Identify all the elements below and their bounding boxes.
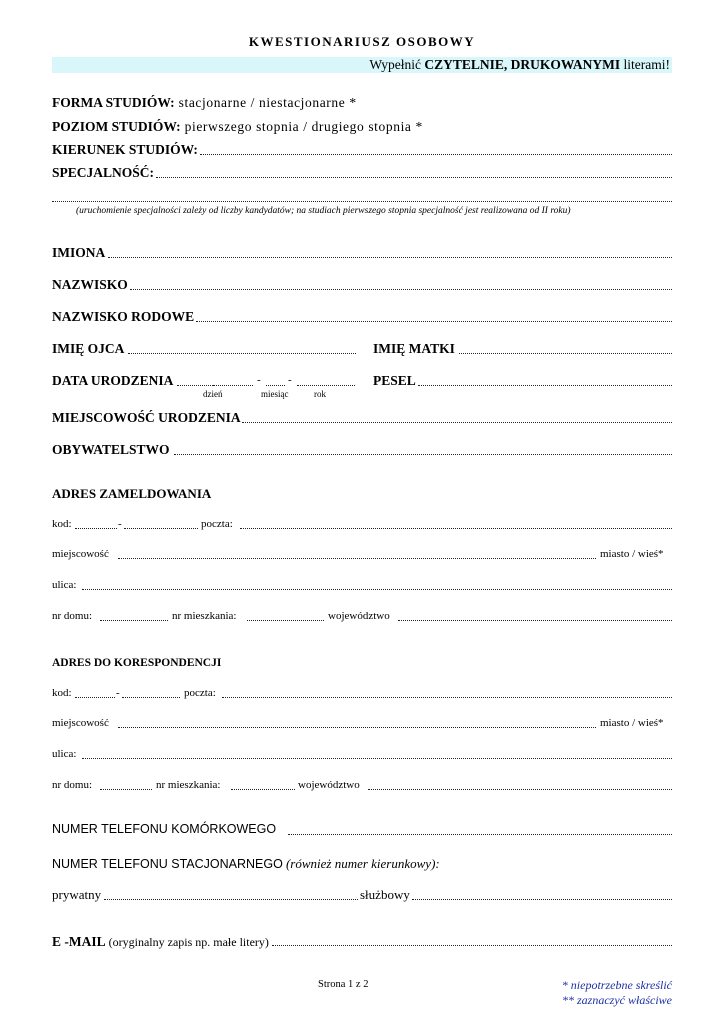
obywatelstwo-label: OBYWATELSTWO [52,442,170,457]
work-field[interactable] [412,899,672,900]
miejscowosc-urodzenia-label: MIEJSCOWOŚĆ URODZENIA [52,410,241,425]
kierunek-field[interactable] [200,154,672,155]
rok-hint: rok [314,389,326,399]
kor-kod-field-2[interactable] [122,697,180,698]
obywatelstwo-field[interactable] [174,454,672,455]
email-field[interactable] [272,945,672,946]
footnote-2: ** zaznaczyć właściwe [562,993,672,1007]
form-title: KWESTIONARIUSZ OSOBOWY [248,34,476,49]
specjalnosc-field-2[interactable] [52,201,672,202]
specjalnosc-field[interactable] [156,177,672,178]
mobile-field[interactable] [288,834,672,835]
kor-nr-domu-label: nr domu: [52,779,93,791]
rok-field[interactable] [297,385,355,386]
kor-kod-field-1[interactable] [75,697,115,698]
kierunek-label: KIERUNEK STUDIÓW: [52,142,198,157]
kor-miejscowosc-field[interactable] [118,727,596,728]
nr-domu-label: nr domu: [52,610,93,622]
adres-korespondencji-heading: ADRES DO KORESPONDENCJI [52,657,222,669]
poczta-field[interactable] [240,528,672,529]
kor-miasto-wies-option[interactable]: miasto / wieś* [600,717,664,729]
kor-wojewodztwo-label: województwo [298,779,360,791]
wojewodztwo-label: województwo [328,610,390,622]
instruction-prefix: Wypełnić [369,57,425,72]
poziom-studiow [52,119,423,135]
nr-mieszkania-field[interactable] [247,620,324,621]
nazwisko-rodowe-label: NAZWISKO RODOWE [52,309,195,324]
instruction-suffix: literami! [620,57,670,72]
landline-label: NUMER TELEFONU STACJONARNEGO [52,857,283,871]
date-sep-2: - [288,374,292,386]
kor-wojewodztwo-field[interactable] [368,789,672,790]
poziom-label: POZIOM STUDIÓW: [52,119,181,134]
email-label: E -MAIL [52,934,106,949]
ulica-field[interactable] [82,589,672,590]
kor-kod-label: kod: [52,687,72,699]
miasto-wies-option[interactable]: miasto / wieś* [600,548,664,560]
nazwisko-rodowe-field[interactable] [196,321,672,322]
miejscowosc-field[interactable] [118,558,596,559]
private-label: prywatny [52,887,102,902]
instruction-bold: CZYTELNIE, DRUKOWANYMI [424,57,621,72]
miejscowosc-urodzenia-field[interactable] [242,422,672,423]
forma-studiow [52,95,357,111]
kor-ulica-field[interactable] [82,758,672,759]
nazwisko-label: NAZWISKO [52,277,128,292]
mobile-label: NUMER TELEFONU KOMÓRKOWEGO [52,822,277,836]
kor-kod-sep: - [116,687,120,699]
wojewodztwo-field[interactable] [398,620,672,621]
nr-domu-field[interactable] [100,620,168,621]
poczta-label: poczta: [201,518,233,530]
imie-ojca-field[interactable] [128,353,356,354]
specjalnosc-label: SPECJALNOŚĆ: [52,165,155,180]
nazwisko-field[interactable] [130,289,672,290]
kor-poczta-label: poczta: [184,687,216,699]
kod-field-1[interactable] [75,528,117,529]
poziom-options[interactable]: pierwszego stopnia / drugiego stopnia * [180,119,423,134]
specjalnosc-note: (uruchomienie specjalności zależy od liczby kandydatów; na studiach pierwszego stopnia specjalność jest realizowana od II roku) [76,206,571,216]
ulica-label: ulica: [52,579,77,591]
forma-options[interactable]: stacjonarne / niestacjonarne * [174,95,357,110]
email-row [52,933,269,951]
instruction-banner [52,57,672,73]
imiona-field[interactable] [108,257,672,258]
kor-miejscowosc-label: miejscowość [52,717,109,729]
kod-field-2[interactable] [124,528,198,529]
nr-mieszkania-label: nr mieszkania: [172,610,237,622]
footnote-1: * niepotrzebne skreślić [561,978,672,992]
imie-ojca-label: IMIĘ OJCA [52,341,125,356]
miesiac-field-c[interactable] [213,385,253,386]
instruction-text [369,57,670,73]
miejscowosc-label: miejscowość [52,548,109,560]
page-number: Strona 1 z 2 [318,979,369,990]
kor-nr-mieszkania-label: nr mieszkania: [156,779,221,791]
kod-label: kod: [52,518,72,530]
private-field[interactable] [104,899,358,900]
miesiac-hint: miesiąc [261,389,289,399]
kor-nr-domu-field[interactable] [100,789,152,790]
imie-matki-field[interactable] [459,353,672,354]
email-note: (oryginalny zapis np. małe litery) [105,935,269,949]
adres-zameldowania-heading: ADRES ZAMELDOWANIA [52,486,212,501]
imiona-label: IMIONA [52,245,106,260]
kod-sep: - [118,518,122,530]
forma-label: FORMA STUDIÓW: [52,95,175,110]
pesel-field[interactable] [418,385,672,386]
data-urodzenia-label: DATA URODZENIA [52,373,174,388]
landline-note: (również numer kierunkowy): [285,856,440,871]
kor-poczta-field[interactable] [222,697,672,698]
landline-row [52,856,440,872]
imie-matki-label: IMIĘ MATKI [373,341,455,356]
kor-nr-mieszkania-field[interactable] [231,789,295,790]
kor-ulica-label: ulica: [52,748,77,760]
dzien-hint: dzień [203,389,223,399]
date-sep-1: - [257,374,261,386]
miesiac-field-b[interactable] [266,385,285,386]
work-label: służbowy [360,887,410,902]
pesel-label: PESEL [373,373,416,388]
